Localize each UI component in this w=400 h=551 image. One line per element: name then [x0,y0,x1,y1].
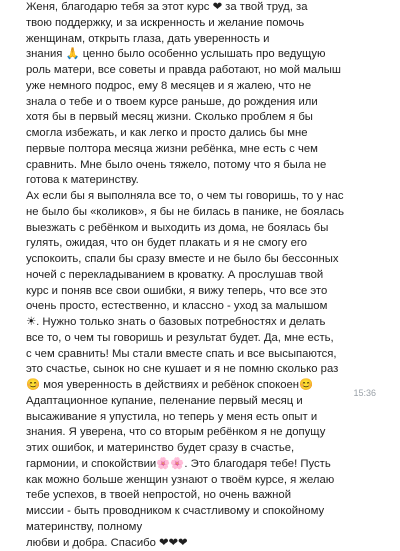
message-line: это счастье, сынок но сне кушает и я не помню сколько раз [26,362,378,378]
message-line: любви и добра. Спасибо ❤❤❤ [26,536,378,551]
message-line: Женя, благодарю тебя за этот курс ❤ за твой труд, за [26,0,378,16]
message-line: уже немного подрос, ему 8 месяцев и я жалею, что не [26,79,378,95]
message-line: ☀. Нужно только знать о базовых потребностях и делать [26,315,378,331]
message-line: курс и поняв все свои ошибки, я вижу теперь, что все это [26,284,378,300]
message-line: тебе успехов, в твоей непростой, но очень важной [26,488,378,504]
message-line: смогла избежать, и как легко и просто дались бы мне [26,126,378,142]
message-line: ночей с перекладыванием в кроватку. А прослушав твой [26,268,378,284]
message-line: миссии - быть проводником к счастливому и спокойному [26,504,378,520]
message-line: хотя бы в первый месяц жизни. Сколько проблем я бы [26,110,378,126]
message-line: выезжать с ребёнком и выходить из дома, не боялась бы [26,221,378,237]
message-line: 😊 моя уверенность в действиях и ребёнок спокоен😊 [26,378,378,394]
message-line: гармонии, и спокойствии🌸🌸. Это благодаря тебе! Пусть [26,457,378,473]
message-line: женщинам, открыть глаза, дать уверенность и [26,32,378,48]
message-line: все то, о чем ты говоришь и результат будет. Да, мне есть, [26,331,378,347]
message-line: успокоить, спали бы сразу вместе и не было бы бессонных [26,252,378,268]
message-line: очень просто, естественно, и классно - уход за малышом [26,299,378,315]
message-line: роль матери, все советы и правда работают, но мой малыш [26,63,378,79]
message-line: гулять, ожидая, что он будет плакать и я не смогу его [26,236,378,252]
message-line: знания. Я уверена, что со вторым ребёнком я не допущу [26,425,378,441]
message-line: высаживание я упустила, но теперь у меня есть опыт и [26,410,378,426]
message-line: сравнить. Мне было очень тяжело, потому что я была не [26,158,378,174]
message-line: Ах если бы я выполняла все то, о чем ты говоришь, то у нас [26,189,378,205]
message-line: знала о тебе и о твоем курсе раньше, до рождения или [26,95,378,111]
message-line: знания 🙏 ценно было особенно услышать про ведущую [26,47,378,63]
message-timestamp: 15:36 [353,388,376,398]
message-line: этих ошибок, и материнство будет сразу в счастье, [26,441,378,457]
message-bubble [12,0,388,400]
message-line: готова к материнству. [26,173,378,189]
message-line: как можно больше женщин узнают о твоём курсе, я желаю [26,473,378,489]
message-line: первые полтора месяца жизни ребёнка, мне есть с чем [26,142,378,158]
message-line: не было бы «коликов», я бы не билась в панике, не боялась [26,205,378,221]
message-line: твою поддержку, и за искренность и желание помочь [26,16,378,32]
message-line: Адаптационное купание, пеленание первый месяц и [26,394,378,410]
message-text [26,0,378,551]
message-line: с чем сравнить! Мы стали вместе спать и все высыпаются, [26,347,378,363]
message-line: материнству, полному [26,520,378,536]
